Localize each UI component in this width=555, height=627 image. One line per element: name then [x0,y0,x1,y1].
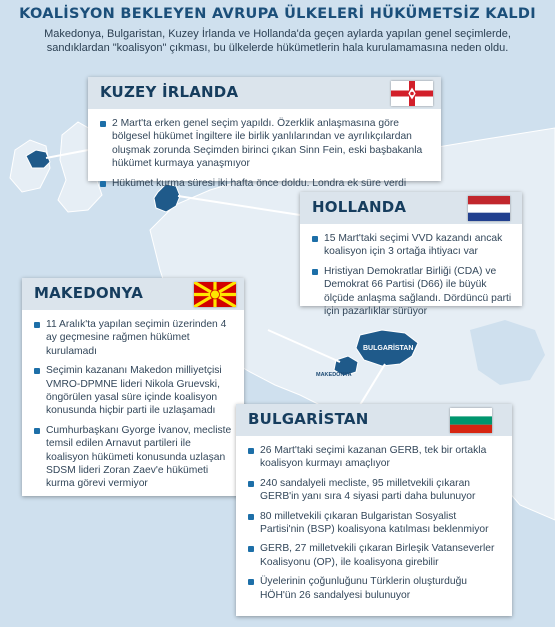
list-item: 2 Mart'ta erken genel seçim yapıldı. Özerklik anlaşmasına göre bölgesel hükümet İngiltere ile birlik yanlılarından ve ayrılıkçılardan oluşmak zorunda Seçimden birinci çıkan Sinn Fein, eski başbakanla hükümet kurmaya yanaşmıyor [100,117,431,171]
list-item: 11 Aralık'ta yapılan seçimin üzerinden 4 ay geçmesine rağmen hükümet kurulamadı [34,318,234,358]
card-title: BULGARİSTAN [248,410,369,428]
list-item: GERB, 27 milletvekili çıkaran Birleşik Vatanseverler Koalisyonu (OP), ile koalisyona girebilir [248,542,502,569]
macedonia-flag-icon [194,282,236,307]
card-kuzey-irlanda [88,77,441,189]
card-makedonya [22,278,244,496]
list-item: Üyelerinin çoğunluğunu Türklerin oluşturduğu HÖH'ün 26 sandalyesi bulunuyor [248,575,502,602]
bulgaria-flag-icon [450,408,492,433]
list-item: Seçimin kazananı Makedon milliyetçisi VMRO-DPMNE lideri Nikola Gruevski, öngörülen yasal süre içinde koalisyon konusunda hiçbir parti ile uzlaşamadı [34,364,234,418]
map-label-makedonya: MAKEDONYA [316,372,352,378]
list-item: Cumhurbaşkanı Gyorge İvanov, mecliste temsil edilen Arnavut partileri ile koalisyon hükümeti konusunda uzlaşan SDSM lideri Zoran Zaev'e hükümeti kurma görevi vermiyor [34,424,234,491]
card-hollanda [300,192,522,318]
bullet-list [300,224,522,328]
list-item: Hristiyan Demokratlar Birliği (CDA) ve Demokrat 66 Partisi (D66) ile büyük ölçüde anlaşma sağlandı. Dördüncü parti için pazarlıklar sürüyor [312,265,512,319]
card-title: MAKEDONYA [34,284,143,302]
card-header [300,192,522,224]
list-item: 80 milletvekili çıkaran Bulgaristan Sosyalist Partisi'nin (BSP) koalisyona katılması beklenmiyor [248,510,502,537]
card-bulgaristan [236,404,512,616]
map-label-bulgaristan: BULGARİSTAN [363,345,414,352]
list-item: 15 Mart'taki seçimi VVD kazandı ancak koalisyon için 3 ortağa ihtiyacı var [312,232,512,259]
page-title: KOALİSYON BEKLEYEN AVRUPA ÜLKELERİ HÜKÜMETSİZ KALDI [19,6,536,22]
card-header [22,278,244,310]
bullet-list [88,109,441,200]
list-item: Hükümet kurma süresi iki hafta önce doldu. Londra ek süre verdi [100,177,431,190]
page-subtitle: Makedonya, Bulgaristan, Kuzey İrlanda ve Hollanda'da geçen aylarda yapılan genel seçimlerde, sandıklardan "koalisyon" çıkması, bu ülkelerde hükümetlerin hala kurulamamasına neden oldu. [44,28,511,54]
northern-ireland-flag-icon [391,81,433,106]
list-item: 26 Mart'taki seçimi kazanan GERB, tek bir ortakla koalisyon kurmayı amaçlıyor [248,444,502,471]
card-header [236,404,512,436]
bullet-list [236,436,512,612]
card-title: HOLLANDA [312,198,407,216]
list-item: 240 sandalyeli mecliste, 95 milletvekili çıkaran GERB'in yanı sıra 4 siyasi parti daha bulunuyor [248,477,502,504]
card-title: KUZEY İRLANDA [100,83,239,101]
netherlands-flag-icon [468,196,510,221]
bullet-list [22,310,244,501]
header [0,0,555,74]
card-header [88,77,441,109]
